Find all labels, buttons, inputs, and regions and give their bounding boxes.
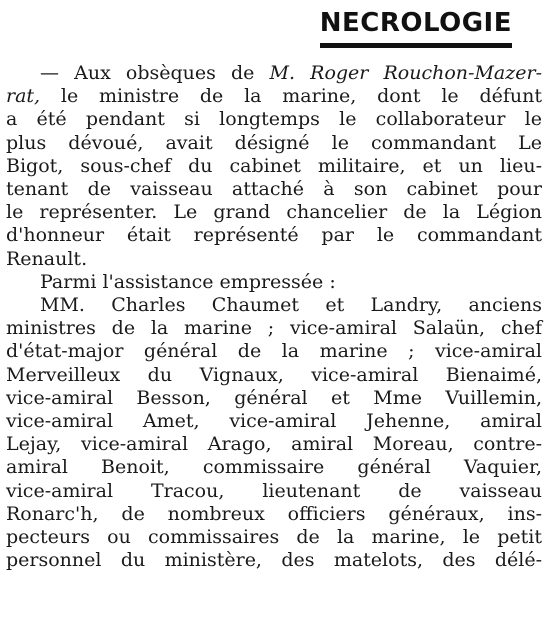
text-line: Lejay, vice-amiral Arago, amiral Moreau, contre- xyxy=(6,433,542,456)
person-name: rat, xyxy=(6,85,41,108)
text-line: Renault. xyxy=(6,247,88,270)
text-line: Parmi l'assistance empressée : xyxy=(40,270,336,293)
text-line: plus dévoué, avait désigné le commandant Le xyxy=(6,131,542,154)
text-line: d'honneur était représenté par le commandant xyxy=(6,224,542,247)
text-line: Merveilleux du Vignaux, vice-amiral Bienaimé, xyxy=(6,363,542,386)
paragraph-obseques xyxy=(6,62,542,271)
section-title: NECROLOGIE xyxy=(319,8,512,38)
text-line: personnel du ministère, des matelots, des délé- xyxy=(6,549,542,572)
text-line: tenant de vaisseau attaché à son cabinet pour xyxy=(6,178,542,201)
title-underline xyxy=(320,43,512,48)
text-line: a été pendant si longtemps le collaborateur le xyxy=(6,108,542,131)
text-line: vice-amiral Amet, vice-amiral Jehenne, amiral xyxy=(6,410,542,433)
text-line: amiral Benoit, commissaire général Vaquier, xyxy=(6,456,542,479)
text-line: pecteurs ou commissaires de la marine, le petit xyxy=(6,526,542,549)
text-line: ministres de la marine ; vice-amiral Salaün, chef xyxy=(6,317,542,340)
paragraph-assistance xyxy=(6,271,542,294)
text-line: Ronarc'h, de nombreux officiers généraux, ins- xyxy=(6,502,542,525)
text-line: Bigot, sous-chef du cabinet militaire, et un lieu- xyxy=(6,154,542,177)
text-line xyxy=(6,85,542,108)
text-line: MM. Charles Chaumet et Landry, anciens xyxy=(40,294,542,317)
paragraph-attendees xyxy=(6,294,542,572)
text-line: vice-amiral Besson, général et Mme Vuillemin, xyxy=(6,386,542,409)
text-segment: le ministre de la marine, dont le défunt xyxy=(40,85,542,108)
person-name: M. Roger Rouchon-Mazer- xyxy=(269,62,542,84)
text-line xyxy=(6,62,542,85)
text-line: vice-amiral Tracou, lieutenant de vaisseau xyxy=(6,479,542,502)
text-line: d'état-major général de la marine ; vice-amiral xyxy=(6,340,542,363)
section-heading xyxy=(320,8,512,48)
article-body xyxy=(6,62,542,572)
text-line: le représenter. Le grand chancelier de la Légion xyxy=(6,201,542,224)
text-segment: — Aux obsèques de xyxy=(40,62,270,84)
